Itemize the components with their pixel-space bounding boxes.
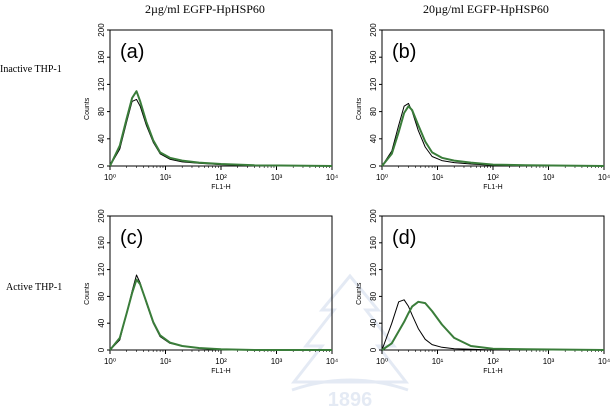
y-tick-label: 160	[369, 50, 378, 64]
y-tick-label: 200	[369, 209, 378, 223]
y-tick-label: 0	[97, 347, 106, 353]
y-axis-label: Counts	[356, 282, 363, 305]
histogram-panel-3	[84, 209, 339, 375]
y-tick-label: 200	[369, 23, 378, 37]
x-tick-label: 10⁰	[103, 357, 117, 366]
histogram-treated-line	[110, 280, 332, 350]
x-tick-label: 10¹	[431, 173, 444, 182]
y-axis-label: Counts	[356, 97, 363, 120]
x-tick-label: 10³	[542, 173, 555, 182]
y-tick-label: 80	[369, 107, 378, 117]
y-tick-label: 80	[97, 291, 106, 301]
y-axis-label: Counts	[84, 97, 91, 120]
histogram-panel-1	[84, 23, 339, 191]
y-tick-label: 160	[97, 50, 106, 64]
x-tick-label: 10³	[270, 173, 283, 182]
y-axis-label: Counts	[84, 282, 91, 305]
x-tick-label: 10¹	[159, 173, 172, 182]
panel-label: (a)	[120, 41, 145, 63]
row-title-top: Inactive THP-1	[0, 64, 62, 75]
histogram-treated-line	[382, 302, 604, 350]
histogram-control-line	[110, 275, 332, 350]
y-tick-label: 40	[97, 134, 106, 144]
x-tick-label: 10⁴	[325, 173, 339, 182]
x-tick-label: 10³	[270, 357, 283, 366]
y-tick-label: 0	[97, 163, 106, 169]
x-tick-label: 10⁰	[375, 357, 389, 366]
y-tick-label: 40	[369, 318, 378, 328]
panel-label: (d)	[392, 227, 417, 249]
histogram-control-line	[382, 300, 604, 350]
watermark-text: 1896	[327, 389, 373, 410]
x-axis-label: FL1-H	[211, 184, 231, 191]
x-tick-label: 10²	[487, 357, 499, 366]
y-tick-label: 120	[369, 77, 378, 92]
histogram-control-line	[382, 103, 604, 166]
column-title-left: 2µg/ml EGFP-HpHSP60	[145, 2, 265, 16]
column-title-right: 20µg/ml EGFP-HpHSP60	[423, 2, 549, 16]
histogram-panel-2	[356, 23, 611, 191]
x-tick-label: 10⁴	[597, 173, 611, 182]
x-tick-label: 10⁴	[325, 357, 339, 366]
x-tick-label: 10⁴	[597, 357, 611, 366]
y-tick-label: 40	[97, 318, 106, 328]
panel-label: (c)	[120, 227, 144, 249]
x-axis-label: FL1-H	[483, 184, 503, 191]
x-axis-label: FL1-H	[483, 368, 503, 375]
y-tick-label: 120	[97, 77, 106, 92]
x-axis-label: FL1-H	[211, 368, 231, 375]
histogram-treated-line	[110, 91, 332, 166]
y-tick-label: 120	[369, 262, 378, 277]
y-tick-label: 160	[97, 236, 106, 250]
y-tick-label: 120	[97, 262, 106, 277]
x-tick-label: 10²	[215, 173, 227, 182]
y-tick-label: 0	[369, 347, 378, 353]
y-tick-label: 80	[369, 291, 378, 301]
x-tick-label: 10¹	[431, 357, 444, 366]
histogram-panel-4	[356, 209, 611, 375]
row-title-bottom: Active THP-1	[6, 282, 63, 293]
histogram-treated-line	[382, 106, 604, 166]
panel-label: (b)	[392, 41, 417, 63]
x-tick-label: 10³	[542, 357, 555, 366]
x-tick-label: 10⁰	[375, 173, 389, 182]
y-tick-label: 0	[369, 163, 378, 169]
y-tick-label: 80	[97, 107, 106, 117]
x-tick-label: 10¹	[159, 357, 172, 366]
y-tick-label: 200	[97, 209, 106, 223]
y-tick-label: 200	[97, 23, 106, 37]
y-tick-label: 40	[369, 134, 378, 144]
y-tick-label: 160	[369, 236, 378, 250]
x-tick-label: 10²	[215, 357, 227, 366]
x-tick-label: 10⁰	[103, 173, 117, 182]
x-tick-label: 10²	[487, 173, 499, 182]
